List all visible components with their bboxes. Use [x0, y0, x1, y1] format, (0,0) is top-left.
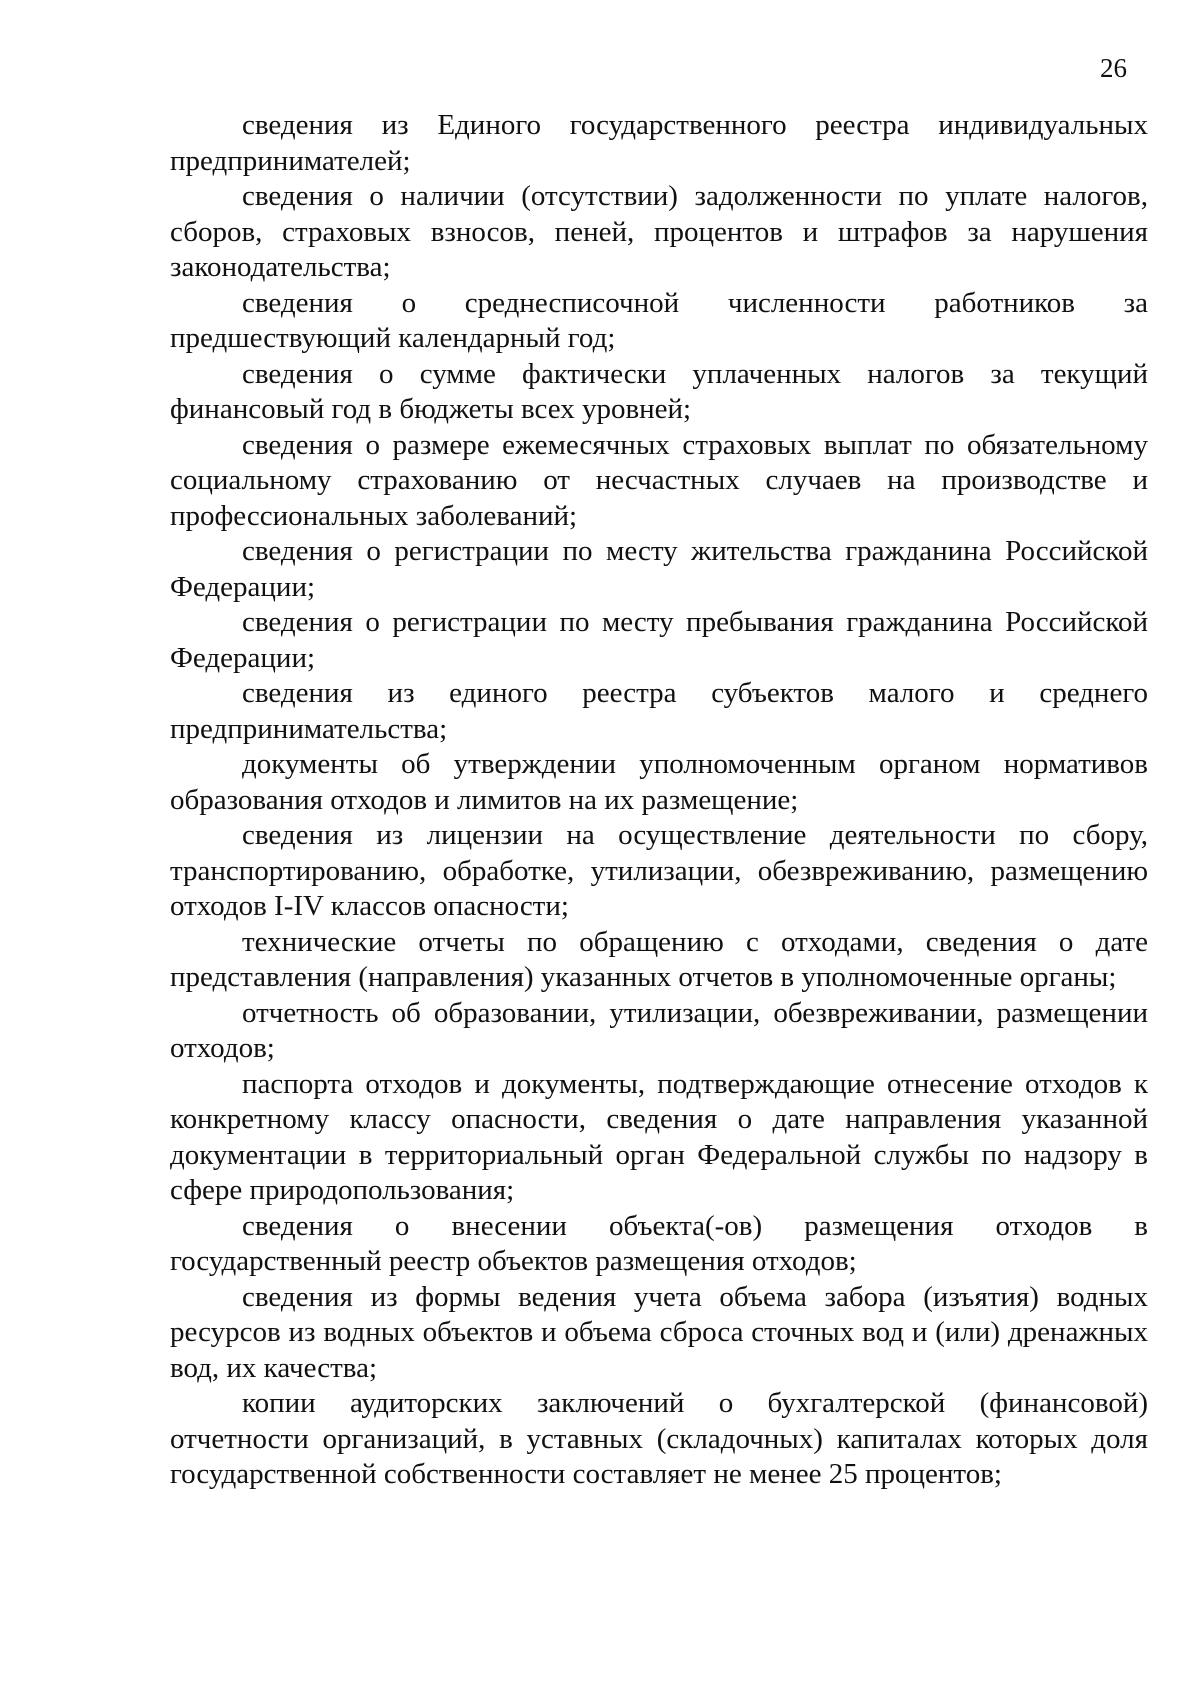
paragraph-5: сведения о размере ежемесячных страховых выплат по обязательному социальному страхованию от несчастных случаев на производстве и профессиональных заболеваний; — [170, 428, 1148, 532]
paragraph-12: отчетность об образовании, утилизации, обезвреживании, размещении отходов; — [170, 996, 1148, 1064]
paragraph-3: сведения о среднесписочной численности работников за предшествующий календарный год; — [170, 286, 1148, 354]
paragraph-13: паспорта отходов и документы, подтверждающие отнесение отходов к конкретному классу опасности, сведения о дате направления указанной документации в территориальный орган Федеральной службы по надзору в сфере природопользования; — [170, 1067, 1148, 1206]
paragraph-11: технические отчеты по обращению с отходами, сведения о дате представления (направления) указанных отчетов в уполномоченные органы; — [170, 925, 1148, 993]
paragraph-7: сведения о регистрации по месту пребывания гражданина Российской Федерации; — [170, 606, 1148, 674]
document-body — [170, 108, 1148, 1493]
paragraph-4: сведения о сумме фактически уплаченных налогов за текущий финансовый год в бюджеты всех уровней; — [170, 357, 1148, 425]
paragraph-15: сведения из формы ведения учета объема забора (изъятия) водных ресурсов из водных объектов и объема сброса сточных вод и (или) дренажных вод, их качества; — [170, 1280, 1148, 1384]
paragraph-16: копии аудиторских заключений о бухгалтерской (финансовой) отчетности организаций, в уставных (складочных) капиталах которых доля государственной собственности составляет не менее 25 процентов; — [170, 1387, 1148, 1490]
paragraph-14: сведения о внесении объекта(-ов) размещения отходов в государственный реестр объектов размещения отходов; — [170, 1209, 1148, 1277]
paragraph-2: сведения о наличии (отсутствии) задолженности по уплате налогов, сборов, страховых взносов, пеней, процентов и штрафов за нарушения законодательства; — [170, 180, 1148, 283]
paragraph-10: сведения из лицензии на осуществление деятельности по сбору, транспортированию, обработке, утилизации, обезвреживанию, размещению отходов I-IV классов опасности; — [170, 819, 1148, 922]
paragraph-6: сведения о регистрации по месту жительства гражданина Российской Федерации; — [170, 535, 1148, 603]
page-number: 26 — [1100, 53, 1127, 83]
paragraph-9: документы об утверждении уполномоченным органом нормативов образования отходов и лимитов на их размещение; — [170, 748, 1148, 816]
paragraph-1: сведения из Единого государственного реестра индивидуальных предпринимателей; — [170, 109, 1148, 177]
paragraph-8: сведения из единого реестра субъектов малого и среднего предпринимательства; — [170, 677, 1148, 745]
